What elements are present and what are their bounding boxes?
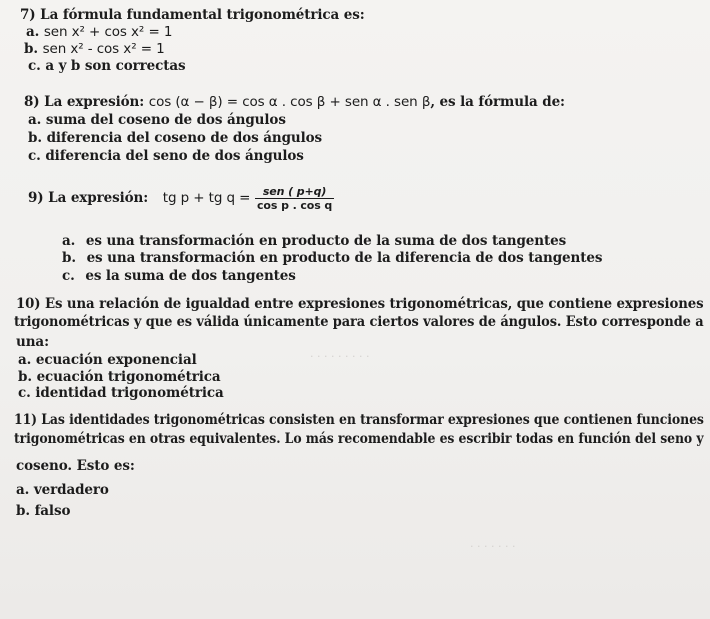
q11-option-a-letter: a.: [16, 482, 30, 498]
q7-option-a-letter: a.: [26, 24, 40, 40]
q7-option-c-letter: c.: [28, 58, 41, 74]
q8-option-a: [28, 112, 286, 128]
q9-option-b-letter: b.: [62, 250, 76, 266]
q10-stem-line-2: trigonométricas y que es válida únicamente para ciertos valores de ángulos. Esto corresponde a: [14, 314, 704, 330]
q10-option-a-letter: a.: [18, 352, 32, 368]
q7-option-c-text: a y b son correctas: [45, 58, 186, 74]
q10-option-b: [18, 369, 221, 385]
bleed-through-text: · · · · · · · · ·: [310, 350, 370, 363]
q9-option-a: [62, 233, 566, 249]
q8-option-b: [28, 130, 322, 146]
q9-option-b-text: es una transformación en producto de la diferencia de dos tangentes: [86, 250, 603, 266]
q9-formula-lhs: tg p + tg q =: [162, 190, 251, 206]
q10-option-a-text: ecuación exponencial: [35, 352, 197, 368]
q9-fraction-denominator: cos p . cos q: [257, 199, 333, 212]
q10-option-b-letter: b.: [18, 369, 32, 385]
q8-stem-suffix: , es la fórmula de:: [430, 94, 565, 110]
q11-stem-line-3: coseno. Esto es:: [16, 458, 135, 474]
q8-option-a-letter: a.: [28, 112, 42, 128]
q8-option-c-letter: c.: [28, 148, 41, 164]
q10-option-c-text: identidad trigonométrica: [35, 385, 224, 401]
q10-option-b-text: ecuación trigonométrica: [36, 369, 221, 385]
q8-stem-prefix: 8) La expresión:: [24, 94, 145, 110]
q11-option-a-text: verdadero: [33, 482, 109, 498]
q8-option-c-text: diferencia del seno de dos ángulos: [45, 148, 304, 164]
q8-option-c: [28, 148, 304, 164]
q7-option-c: [28, 58, 186, 74]
q11-stem-line-2: trigonométricas en otras equivalentes. Lo más recomendable es escribir todas en función del seno y: [14, 431, 704, 447]
q8-formula: cos (α − β) = cos α . cos β + sen α . sen β: [148, 94, 431, 110]
q9-option-c: [62, 268, 296, 284]
q10-option-a: [18, 352, 197, 368]
q7-option-b: [24, 41, 165, 57]
q11-option-b-letter: b.: [16, 503, 30, 519]
q7-option-a-text: sen x² + cos x² = 1: [43, 24, 173, 40]
q9-fraction: [255, 185, 334, 212]
q9-option-a-text: es una transformación en producto de la suma de dos tangentes: [85, 233, 567, 249]
q9-option-c-text: es la suma de dos tangentes: [85, 268, 296, 284]
q8-option-b-letter: b.: [28, 130, 42, 146]
q11-stem-line-1: 11) Las identidades trigonométricas consisten en transformar expresiones que contienen funciones: [14, 412, 704, 428]
q7-option-b-text: sen x² - cos x² = 1: [42, 41, 165, 57]
q10-stem-line-1: 10) Es una relación de igualdad entre expresiones trigonométricas, que contiene expresiones: [16, 296, 704, 312]
q8-option-a-text: suma del coseno de dos ángulos: [45, 112, 286, 128]
q9-option-c-letter: c.: [62, 268, 75, 284]
q9-stem: [28, 183, 334, 213]
q9-option-b: [62, 250, 602, 266]
q9-fraction-numerator: sen ( p+q): [255, 185, 334, 199]
q10-option-c: [18, 385, 224, 401]
q11-option-b: [16, 503, 70, 519]
q7-option-a: [26, 24, 172, 40]
q7-option-b-letter: b.: [24, 41, 38, 57]
q10-option-c-letter: c.: [18, 385, 31, 401]
bleed-through-text: · · · · · · ·: [470, 540, 516, 553]
q8-option-b-text: diferencia del coseno de dos ángulos: [46, 130, 323, 146]
q9-stem-prefix: 9) La expresión:: [28, 190, 149, 206]
q8-stem: [24, 94, 565, 110]
q11-option-b-text: falso: [34, 503, 71, 519]
q7-stem: 7) La fórmula fundamental trigonométrica es:: [20, 7, 365, 23]
q9-option-a-letter: a.: [62, 233, 76, 249]
q11-option-a: [16, 482, 109, 498]
q10-stem-line-3: una:: [16, 334, 49, 350]
